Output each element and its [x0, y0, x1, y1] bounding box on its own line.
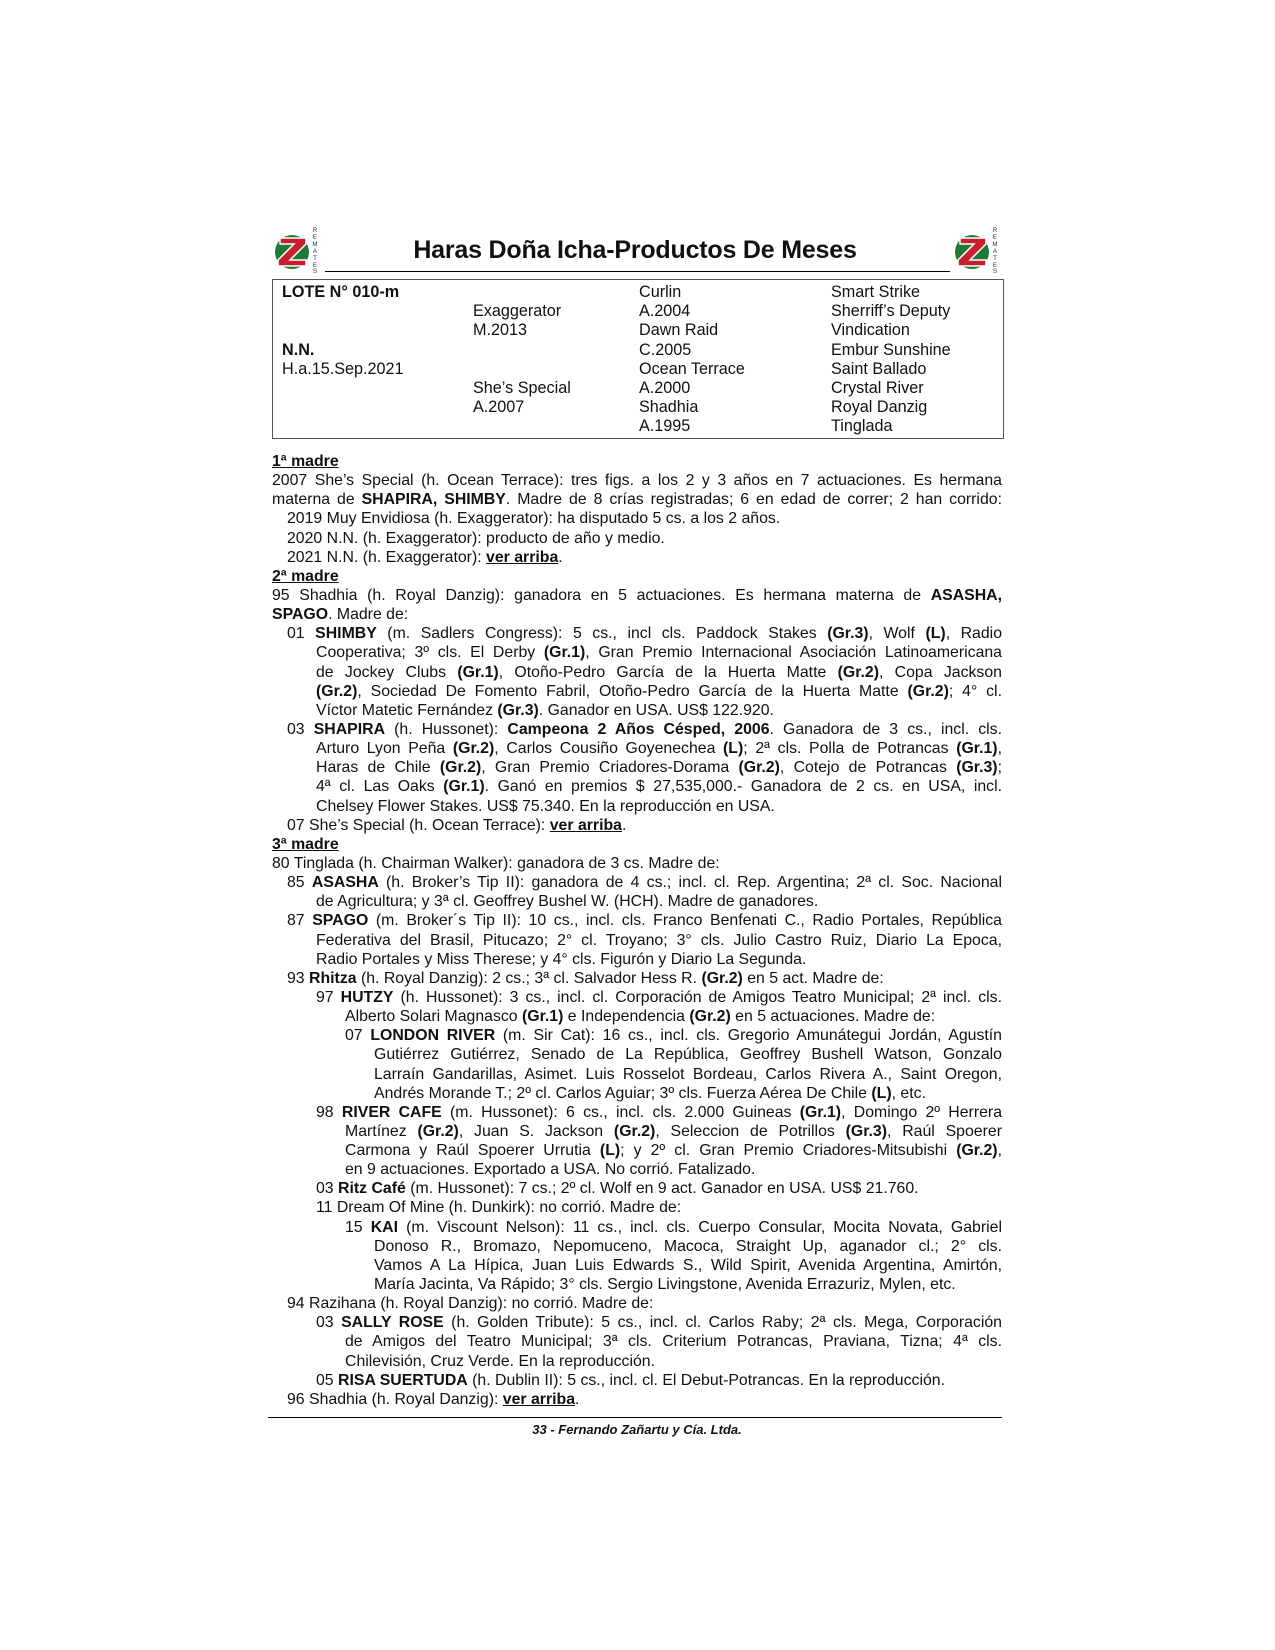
pedigree-col-parents — [473, 283, 571, 417]
text-line: 11 Dream Of Mine (h. Dunkirk): no corrió. Madre de: — [316, 1199, 682, 1217]
text-line: 2007 She’s Special (h. Ocean Terrace): tres figs. a los 2 y 3 años en 7 actuaciones. Es hermana — [272, 472, 1002, 490]
text-line: 80 Tinglada (h. Chairman Walker): ganadora de 3 cs. Madre de: — [272, 854, 720, 872]
pedigree-col-grandparents — [639, 283, 745, 437]
lot-number: LOTE N° 010-m — [282, 283, 400, 301]
text-line: Andrés Morande T.; 2º cl. Carlos Aguiar; 3º cls. Fuerza Aérea De Chile (L), etc. — [374, 1084, 926, 1102]
text-line: Radio Portales y Miss Therese; y 4° cls. Figurón y Diario La Segunda. — [316, 950, 807, 968]
pedigree-box — [272, 279, 1004, 439]
grandparent: Ocean Terrace — [639, 359, 745, 378]
text-line: 03 SHAPIRA (h. Hussonet): Campeona 2 Años Césped, 2006. Ganadora de 3 cs., incl. cls. — [287, 720, 1002, 738]
text-line: 15 KAI (m. Viscount Nelson): 11 cs., incl. cls. Cuerpo Consular, Mocita Novata, Gabriel — [345, 1218, 1002, 1236]
text-line: 96 Shadhia (h. Royal Danzig): ver arriba. — [287, 1390, 580, 1408]
text-line: en 9 actuaciones. Exportado a USA. No corrió. Fatalizado. — [345, 1161, 756, 1179]
text-line: de Jockey Clubs (Gr.1), Otoño-Pedro García de la Huerta Matte (Gr.2), Copa Jackson — [316, 663, 1002, 681]
grandparent: Dawn Raid — [639, 321, 719, 340]
text-line: 85 ASASHA (h. Broker’s Tip II): ganadora de 4 cs.; incl. cl. Rep. Argentina; 2ª cl. Soc. Nacional — [287, 874, 1002, 892]
text-line: 95 Shadhia (h. Royal Danzig): ganadora en 5 actuaciones. Es hermana materna de ASASHA, — [272, 586, 1002, 604]
text-line: 07 LONDON RIVER (m. Sir Cat): 16 cs., incl. cls. Gregorio Amunátegui Jordán, Agustín — [345, 1027, 1002, 1045]
title-rule — [325, 271, 950, 272]
sire-name: Exaggerator — [473, 302, 562, 321]
grandparent: Curlin — [639, 283, 682, 301]
text-line: 03 Ritz Café (m. Hussonet): 7 cs.; 2º cl. Wolf en 9 act. Ganador en USA. US$ 21.760. — [316, 1180, 919, 1198]
great-grandparent: Sherriff’s Deputy — [831, 302, 951, 321]
text-line: de Amigos del Teatro Municipal; 3ª cls. Criterium Potrancas, Praviana, Tizna; 4ª cls. — [345, 1333, 1002, 1351]
text-line: 97 HUTZY (h. Hussonet): 3 cs., incl. cl. Corporación de Amigos Teatro Municipal; 2ª incl. cls. — [316, 988, 1002, 1006]
text-line: 2019 Muy Envidiosa (h. Exaggerator): ha disputado 5 cs. a los 2 años. — [287, 510, 781, 528]
dam-name: She’s Special — [473, 378, 571, 397]
grandparent-info: A.1995 — [639, 417, 691, 436]
text-line: 98 RIVER CAFE (m. Hussonet): 6 cs., incl. cls. 2.000 Guineas (Gr.1), Domingo 2º Herrera — [316, 1103, 1003, 1121]
text-line: 2020 N.N. (h. Exaggerator): producto de año y medio. — [287, 529, 665, 547]
text-line: 94 Razihana (h. Royal Danzig): no corrió. Madre de: — [287, 1295, 654, 1313]
dam-info: A.2007 — [473, 398, 525, 417]
section-heading: 3ª madre — [272, 835, 339, 853]
great-grandparent: Tinglada — [831, 417, 893, 436]
section-heading: 1ª madre — [272, 453, 339, 470]
great-grandparent: Royal Danzig — [831, 398, 928, 417]
text-line: Cooperativa; 3º cls. El Derby (Gr.1), Gran Premio Internacional Asociación Latinoamericana — [316, 644, 1002, 662]
text-line: Donoso R., Bromazo, Nepomuceno, Macoca, Straight Up, aganador cl.; 2° cls. — [374, 1237, 1002, 1255]
grandparent-info: A.2000 — [639, 378, 691, 397]
text-line: María Jacinta, Va Rápido; 3° cls. Sergio Livingstone, Avenida Errazuriz, Mylen, etc. — [374, 1276, 956, 1294]
pedigree-col-foal — [282, 283, 404, 379]
logo-letters: R E M A T E S — [312, 227, 318, 276]
footer-rule — [268, 1417, 1002, 1418]
text-line: Víctor Matetic Fernández (Gr.3). Ganador en USA. US$ 122.920. — [316, 701, 774, 719]
great-grandparent: Saint Ballado — [831, 359, 927, 378]
foal-name: N.N. — [282, 340, 315, 359]
sire-info: M.2013 — [473, 321, 527, 340]
text-line: Chelsey Flower Stakes. US$ 75.340. En la reproducción en USA. — [316, 797, 775, 815]
logo-right — [952, 228, 1000, 274]
logo-letters: R E M A T E S — [992, 227, 998, 276]
page-title: Haras Doña Icha-Productos De Meses — [413, 236, 857, 264]
text-line: Gutiérrez Gutiérrez, Senado de La República, Geoffrey Bushell Watson, Gonzalo — [374, 1046, 1002, 1064]
great-grandparent: Smart Strike — [831, 283, 921, 301]
text-line: de Agricultura; y 3ª cl. Geoffrey Bushel W. (HCH). Madre de ganadores. — [316, 893, 819, 911]
foal-info: H.a.15.Sep.2021 — [282, 359, 404, 378]
great-grandparent: Embur Sunshine — [831, 340, 951, 359]
text-line: Carmona y Raúl Spoerer Urrutia (L); y 2º cl. Gran Premio Criadores-Mitsubishi (Gr.2), — [345, 1142, 1002, 1160]
grandparent: Shadhia — [639, 398, 699, 417]
text-line: (Gr.2), Sociedad De Fomento Fabril, Otoño-Pedro García de la Huerta Matte (Gr.2); 4° cl. — [316, 682, 1002, 700]
produce-record — [272, 452, 1002, 1409]
remates-logo-icon — [272, 228, 312, 274]
great-grandparent: Vindication — [831, 321, 910, 340]
text-line: Arturo Lyon Peña (Gr.2), Carlos Cousiño Goyenechea (L); 2ª cls. Polla de Potrancas (Gr.1), — [316, 740, 1002, 758]
text-line: 07 She’s Special (h. Ocean Terrace): ver arriba. — [287, 816, 627, 834]
text-line: 2021 N.N. (h. Exaggerator): ver arriba. — [287, 548, 563, 566]
text-line: Martínez (Gr.2), Juan S. Jackson (Gr.2), Seleccion de Potrillos (Gr.3), Raúl Spoerer — [345, 1122, 1002, 1140]
pedigree-col-great-grandparents — [831, 283, 951, 437]
text-line: 05 RISA SUERTUDA (h. Dublin II): 5 cs., incl. cl. El Debut-Potrancas. En la reproducción. — [316, 1371, 946, 1389]
text-line: Haras de Chile (Gr.2), Gran Premio Criadores-Dorama (Gr.2), Cotejo de Potrancas (Gr.3); — [316, 759, 1002, 777]
text-line: Alberto Solari Magnasco (Gr.1) e Independencia (Gr.2) en 5 actuaciones. Madre de: — [345, 1008, 936, 1026]
text-line: Vamos A La Hípica, Juan Luis Edwards S., Wild Spirit, Avenida Argentina, Amirtón, — [374, 1256, 1002, 1274]
remates-logo-icon — [952, 228, 992, 274]
text-line: Chilevisión, Cruz Verde. En la reproducción. — [345, 1352, 655, 1370]
section-heading: 2ª madre — [272, 567, 339, 585]
grandparent-info: C.2005 — [639, 340, 692, 359]
text-line: Larraín Gandarillas, Asimet. Luis Rosselot Bordeau, Carlos Rivera A., Saint Oregon, — [374, 1065, 1002, 1083]
text-line: Federativa del Brasil, Pitucazo; 2° cl. Troyano; 3° cls. Julio Castro Ruiz, Diario La Epoca, — [316, 931, 1002, 949]
text-line: 87 SPAGO (m. Broker´s Tip II): 10 cs., incl. cls. Franco Benfenati C., Radio Portales, República — [287, 912, 1002, 930]
text-line: materna de SHAPIRA, SHIMBY. Madre de 8 crías registradas; 6 en edad de correr; 2 han corrido: — [272, 491, 1002, 509]
text-line: SPAGO. Madre de: — [272, 606, 409, 624]
logo-left — [272, 228, 320, 274]
grandparent-info: A.2004 — [639, 302, 691, 321]
text-line: 93 Rhitza (h. Royal Danzig): 2 cs.; 3ª cl. Salvador Hess R. (Gr.2) en 5 act. Madre de: — [287, 969, 884, 987]
text-line: 01 SHIMBY (m. Sadlers Congress): 5 cs., incl cls. Paddock Stakes (Gr.3), Wolf (L), Radio — [287, 625, 1003, 643]
page-footer: 33 - Fernando Zañartu y Cía. Ltda. — [532, 1422, 742, 1437]
text-line: 4ª cl. Las Oaks (Gr.1). Ganó en premios $ 27,535,000.- Ganadora de 2 cs. en USA, incl. — [316, 778, 1003, 796]
text-line: 03 SALLY ROSE (h. Golden Tribute): 5 cs., incl. cl. Carlos Raby; 2ª cls. Mega, Corporación — [316, 1314, 1002, 1332]
great-grandparent: Crystal River — [831, 378, 924, 397]
